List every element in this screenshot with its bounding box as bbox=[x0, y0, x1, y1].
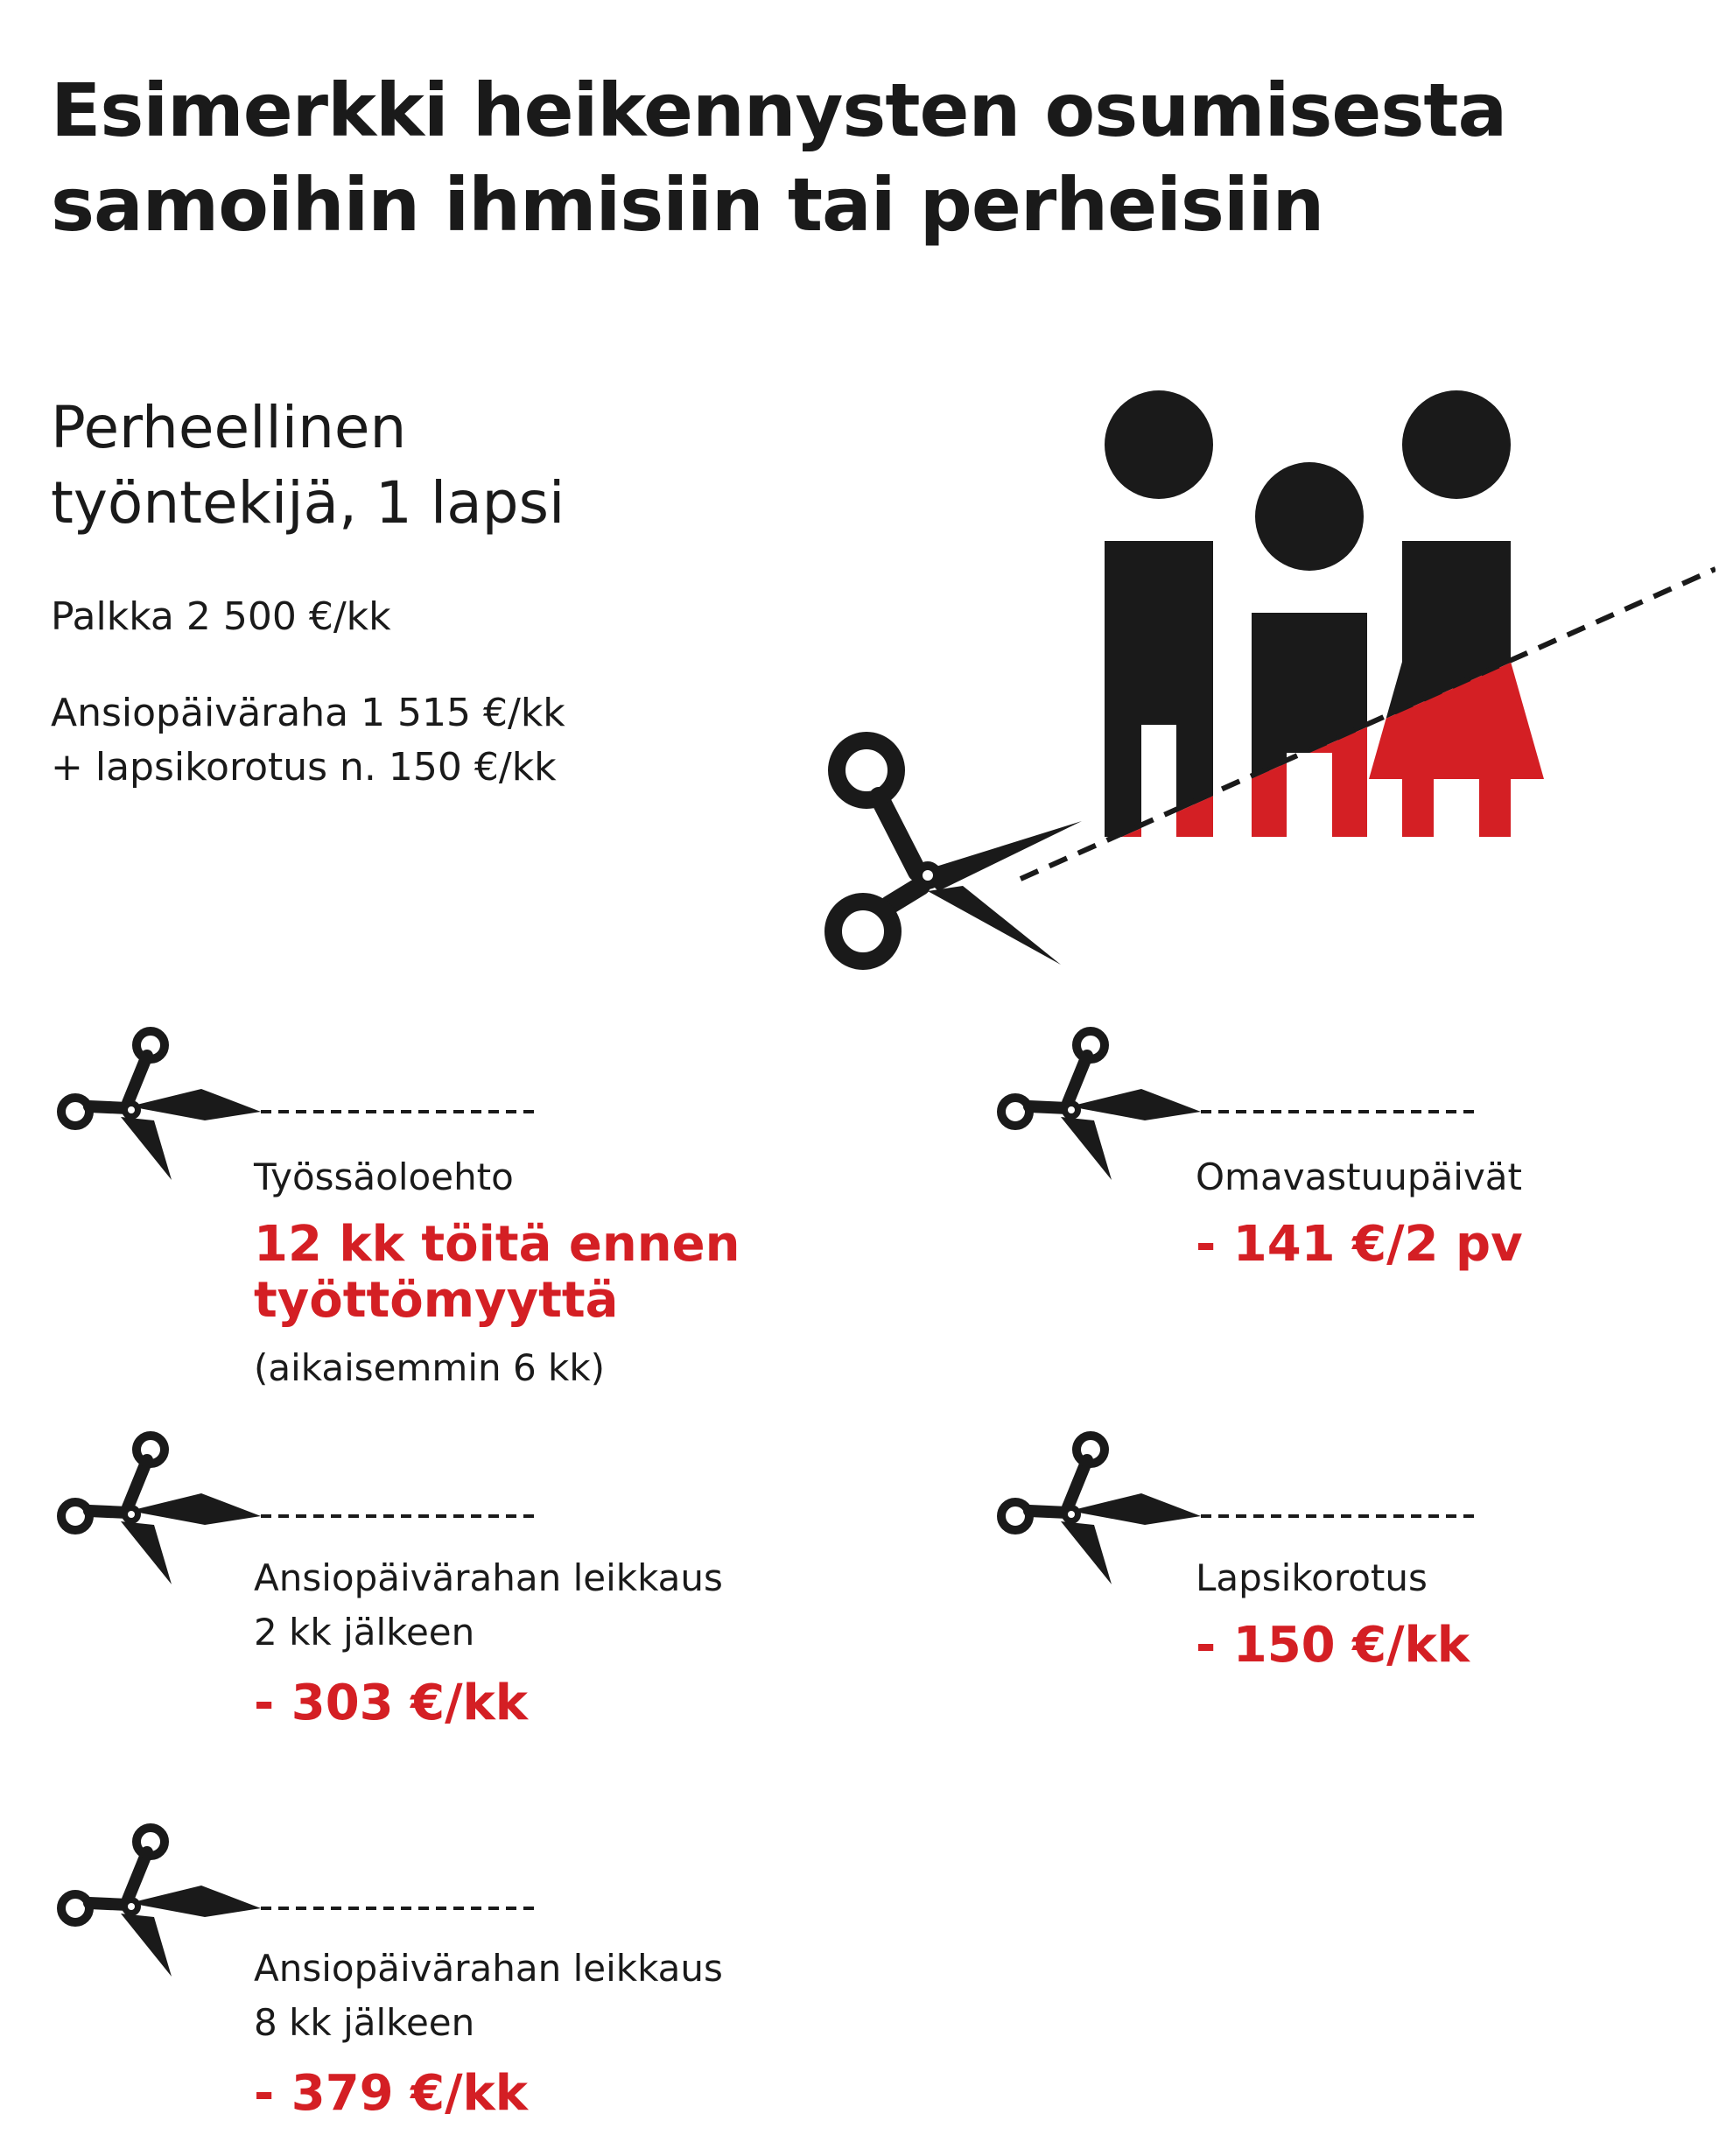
cut-item-work-condition bbox=[254, 1150, 740, 1395]
cut-item-allowance-8m bbox=[254, 1942, 723, 2122]
cut-value: - 303 €/kk bbox=[254, 1675, 529, 1731]
title-line-2: samoihin ihmisiin tai perheisiin bbox=[51, 162, 1324, 248]
allowance-line-1: Ansiopäiväraha 1 515 €/kk bbox=[51, 691, 565, 735]
cut-label: Ansiopäivärahan leikkaus bbox=[254, 1556, 723, 1599]
allowance-line-2: + lapsikorotus n. 150 €/kk bbox=[51, 745, 557, 790]
salary-text: Palkka 2 500 €/kk bbox=[51, 594, 391, 639]
cut-item-child-increase bbox=[1196, 1551, 1470, 1674]
large-scissors-icon bbox=[833, 741, 1082, 965]
allowance-text bbox=[51, 686, 565, 795]
cut-value: - 379 €/kk bbox=[254, 2065, 529, 2122]
subtitle-line-1: Perheellinen bbox=[51, 394, 407, 461]
cut-label: Ansiopäivärahan leikkaus bbox=[254, 1947, 723, 1990]
cut-label: 8 kk jälkeen bbox=[254, 2001, 475, 2044]
page-title bbox=[51, 63, 1626, 252]
cut-value: - 150 €/kk bbox=[1196, 1617, 1470, 1674]
subtitle bbox=[51, 390, 565, 541]
cut-note: (aikaisemmin 6 kk) bbox=[254, 1346, 606, 1389]
cut-label: Työssäoloehto bbox=[254, 1155, 514, 1198]
cut-label: Omavastuupäivät bbox=[1196, 1155, 1523, 1198]
cut-label: 2 kk jälkeen bbox=[254, 1611, 475, 1654]
cut-value: 12 kk töitä ennen bbox=[254, 1216, 740, 1273]
cut-label: Lapsikorotus bbox=[1196, 1556, 1428, 1599]
cut-value: - 141 €/2 pv bbox=[1196, 1216, 1523, 1273]
cut-item-allowance-2m bbox=[254, 1551, 723, 1731]
subtitle-line-2: työntekijä, 1 lapsi bbox=[51, 469, 565, 537]
title-line-1: Esimerkki heikennysten osumisesta bbox=[51, 67, 1507, 153]
cut-value: työttömyyttä bbox=[254, 1272, 619, 1329]
family-figures-icon bbox=[788, 385, 1715, 989]
cut-item-waiting-days bbox=[1196, 1150, 1523, 1273]
